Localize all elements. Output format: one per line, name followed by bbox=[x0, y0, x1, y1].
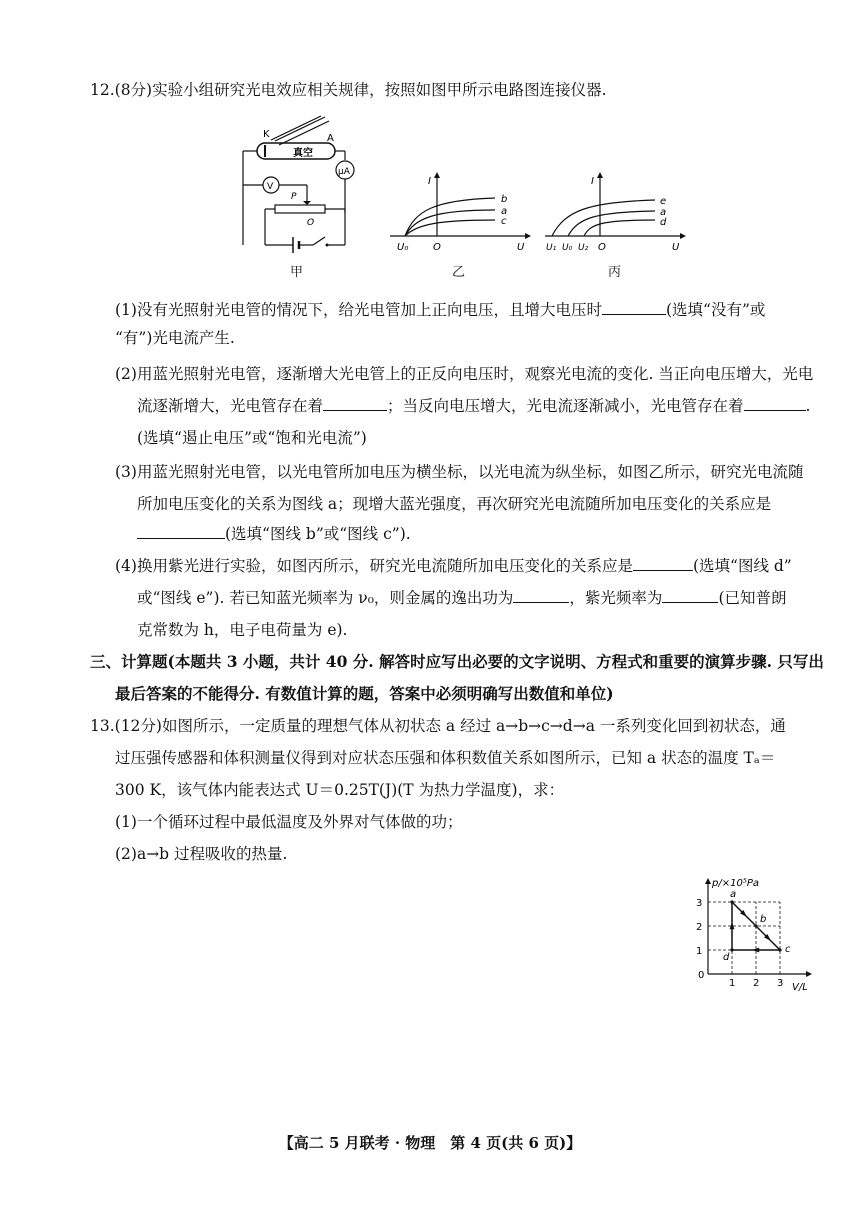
label-O: O bbox=[433, 242, 441, 253]
curve-label-a: a bbox=[501, 206, 508, 217]
curve-label-e: e bbox=[660, 196, 667, 207]
label-U: U bbox=[517, 242, 525, 253]
caption-yi: 乙 bbox=[452, 265, 466, 280]
q12-part2-line2 bbox=[137, 396, 810, 416]
q12-p2-end: . bbox=[805, 397, 811, 415]
answer-blank-1[interactable] bbox=[602, 300, 666, 315]
caption-bing: 丙 bbox=[608, 265, 622, 280]
pv-xlabel: V/L bbox=[792, 982, 808, 993]
pv-point-label-a: a bbox=[730, 889, 737, 900]
q12-p2-text: 流逐渐增大，光电管存在着 bbox=[137, 397, 324, 415]
label-voltmeter: V bbox=[267, 182, 274, 192]
pv-ylabel: p/×10⁵Pa bbox=[712, 878, 759, 889]
label-U: U bbox=[672, 242, 680, 253]
q12-p2-text2: ；当反向电压增大，光电流逐渐减小，光电管存在着 bbox=[387, 397, 744, 415]
answer-blank-4c[interactable] bbox=[662, 588, 718, 603]
q13-line2: 过压强传感器和体积测量仪得到对应状态压强和体积数值关系如图所示，已知 a 状态的温度 Tₐ＝ bbox=[115, 749, 776, 767]
label-U0: U₀ bbox=[562, 243, 573, 253]
label-P: P bbox=[291, 192, 297, 202]
pv-origin: 0 bbox=[698, 970, 705, 981]
answer-blank-2b[interactable] bbox=[744, 396, 806, 411]
q12-part3-line3 bbox=[137, 524, 411, 544]
pv-diagram bbox=[690, 870, 820, 995]
label-U1: U₁ bbox=[546, 243, 557, 253]
pv-point-label-c: c bbox=[785, 944, 791, 955]
q12-part4-line1 bbox=[115, 556, 792, 576]
pv-xtick: 1 bbox=[729, 978, 736, 989]
q12-p4-text: (4)换用紫光进行实验，如图丙所示，研究光电流随所加电压变化的关系应是 bbox=[115, 557, 633, 575]
label-O: O bbox=[598, 242, 606, 253]
q12-p1-hint: (选填“没有”或 bbox=[665, 301, 766, 319]
q12-intro: 12.(8分)实验小组研究光电效应相关规律，按照如图甲所示电路图连接仪器. bbox=[90, 81, 607, 99]
curve-label-b: b bbox=[501, 194, 508, 205]
label-U0: U₀ bbox=[397, 242, 409, 253]
label-microammeter: μA bbox=[338, 167, 350, 177]
curve-label-d: d bbox=[660, 217, 667, 228]
section3-heading-line1: 三、计算题(本题共 3 小题，共计 40 分. 解答时应写出必要的文字说明、方程式和重要的演算步骤. 只写出 bbox=[90, 652, 824, 671]
q12-p4-text3: ，紫光频率为 bbox=[569, 589, 663, 607]
label-K: K bbox=[263, 129, 270, 140]
label-I: I bbox=[428, 176, 431, 187]
q12-part3-line1: (3)用蓝光照射光电管，以光电管所加电压为横坐标，以光电流为纵坐标，如图乙所示，研究光电流随 bbox=[115, 463, 804, 481]
caption-jia: 甲 bbox=[290, 265, 304, 280]
q12-p4-text2: 或“图线 e”). 若已知蓝光频率为 ν₀，则金属的逸出功为 bbox=[137, 589, 514, 607]
page-footer: 【高二 5 月联考 · 物理 第 4 页(共 6 页)】 bbox=[278, 1134, 582, 1152]
pv-ytick: 2 bbox=[696, 922, 703, 933]
label-O: O bbox=[307, 218, 315, 228]
pv-point-c bbox=[778, 948, 781, 951]
q12-part4-line3: 克常数为 h，电子电荷量为 e). bbox=[137, 621, 348, 639]
q12-part3-line2: 所加电压变化的关系为图线 a；现增大蓝光强度，再次研究光电流随所加电压变化的关系应是 bbox=[137, 495, 772, 513]
q13-line1: 13.(12分)如图所示，一定质量的理想气体从初状态 a 经过 a→b→c→d→a 一系列变化回到初状态，通 bbox=[90, 717, 786, 735]
q13-sub2: (2)a→b 过程吸收的热量. bbox=[115, 845, 288, 863]
q12-p4-hint: (选填“图线 d” bbox=[692, 557, 792, 575]
q12-part2-line3: (选填“遏止电压”或“饱和光电流”) bbox=[137, 429, 367, 447]
pv-point-label-d: d bbox=[723, 952, 730, 963]
q12-p3-hint: (选填“图线 b”或“图线 c”). bbox=[225, 525, 411, 543]
figure-bing-graph bbox=[540, 170, 690, 254]
q12-part1-line2: “有”)光电流产生. bbox=[115, 329, 235, 347]
label-I: I bbox=[591, 176, 594, 187]
pv-xtick: 3 bbox=[777, 978, 784, 989]
answer-blank-4b[interactable] bbox=[513, 588, 569, 603]
q13-sub1: (1)一个循环过程中最低温度及外界对气体做的功； bbox=[115, 813, 463, 831]
pv-point-label-b: b bbox=[760, 914, 767, 925]
answer-blank-4a[interactable] bbox=[633, 556, 693, 571]
pv-point-a bbox=[730, 900, 733, 903]
q12-p4-text4: (已知普朗 bbox=[718, 589, 787, 607]
q12-part2-line1: (2)用蓝光照射光电管，逐渐增大光电管上的正反向电压时，观察光电流的变化. 当正向电压增大，光电 bbox=[115, 365, 814, 383]
label-U2: U₂ bbox=[578, 243, 589, 253]
figure-jia-circuit bbox=[235, 115, 365, 275]
pv-point-d bbox=[730, 948, 733, 951]
figure-yi-graph bbox=[385, 170, 535, 254]
label-A: A bbox=[327, 133, 334, 144]
curve-label-a: a bbox=[660, 207, 667, 218]
q12-part1-line1 bbox=[115, 300, 765, 320]
curve-label-c: c bbox=[501, 216, 507, 227]
pv-xtick: 2 bbox=[753, 978, 760, 989]
pv-ytick: 3 bbox=[696, 898, 703, 909]
pv-point-b bbox=[754, 924, 757, 927]
q12-part4-line2 bbox=[137, 588, 787, 608]
q13-line3: 300 K，该气体内能表达式 U＝0.25T(J)(T 为热力学温度)，求： bbox=[115, 781, 565, 799]
label-vacuum: 真空 bbox=[293, 148, 313, 159]
answer-blank-3[interactable] bbox=[137, 524, 225, 539]
q12-p1-text: (1)没有光照射光电管的情况下，给光电管加上正向电压，且增大电压时 bbox=[115, 301, 602, 319]
section3-heading-line2: 最后答案的不能得分. 有数值计算的题，答案中必须明确写出数值和单位) bbox=[115, 684, 614, 703]
pv-ytick: 1 bbox=[696, 946, 703, 957]
answer-blank-2a[interactable] bbox=[323, 396, 387, 411]
